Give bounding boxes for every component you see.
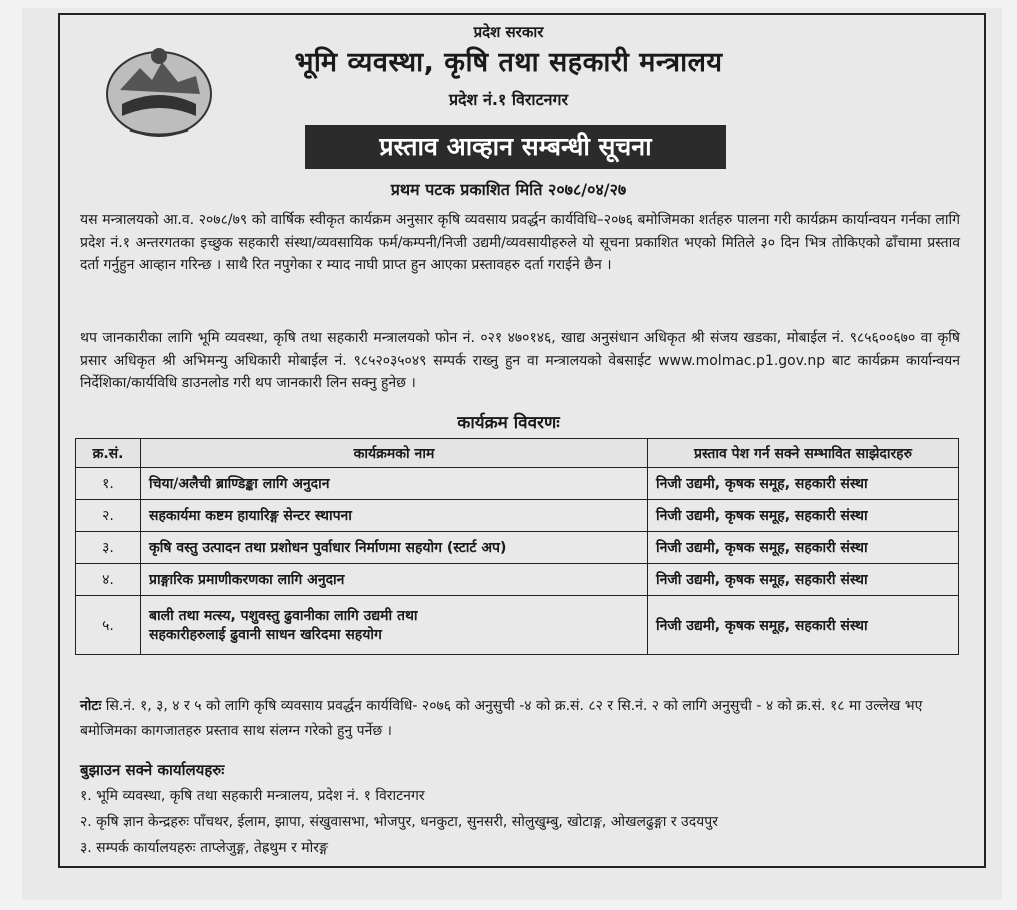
contact-paragraph: थप जानकारीका लागि भूमि व्यवस्था, कृषि तथा सहकारी मन्त्रालयको फोन नं. ०२१ ४७०१४६, खाद्य अनुसंधान अधिकृत श्री संजय खडका, मोबाईल नं. ९८५६००६७० वा कृषि प्रसार अधिकृत श्री अभिमन्यु अधिकारी मोबाईल नं. ९८५२०३५०४९ सम्पर्क राख्नु हुन वा मन्त्रालयको वेबसाईट www.molmac.p1.gov.np बाट कार्यक्रम कार्यान्वयन निर्देशिका/कार्यविधि डाउनलोड गरी थप जानकारी लिन सक्नु हुनेछ ।	[80, 330, 960, 391]
office-item: २. कृषि ज्ञान केन्द्रहरुः पाँचथर, ईलाम, झापा, संखुवासभा, भोजपुर, धनकुटा, सुनसरी, सोलुखुम्बु, खोटाङ्ग, ओखलढुङ्गा र उदयपुर	[80, 814, 718, 830]
offices-title: बुझाउन सक्ने कार्यालयहरुः	[80, 761, 225, 779]
published-date: प्रथम पटक प्रकाशित मिति २०७८/०४/२७	[390, 180, 627, 199]
office-item: १. भूमि व्यवस्था, कृषि तथा सहकारी मन्त्रालय, प्रदेश नं. १ विराटनगर	[80, 788, 425, 804]
ministry-name: भूमि व्यवस्था, कृषि तथा सहकारी मन्त्रालय	[294, 47, 723, 78]
location: प्रदेश नं.१ विराटनगर	[448, 90, 569, 109]
note-block	[80, 694, 960, 744]
table-row	[76, 564, 959, 596]
row-sn: ५.	[76, 596, 141, 655]
program-name-line-1: बाली तथा मत्स्य, पशुवस्तु ढुवानीका लागि उद्यमी तथा	[149, 608, 418, 624]
program-table	[75, 438, 959, 655]
column-header-partners: प्रस्ताव पेश गर्न सक्ने सम्भावित साझेदारहरु	[648, 439, 959, 468]
row-program-name: प्राङ्गारिक प्रमाणीकरणका लागि अनुदान	[141, 564, 648, 596]
row-partners: निजी उद्यमी, कृषक समूह, सहकारी संस्था	[648, 500, 959, 532]
row-sn: २.	[76, 500, 141, 532]
column-header-sn: क्र.सं.	[76, 439, 141, 468]
row-partners: निजी उद्यमी, कृषक समूह, सहकारी संस्था	[648, 468, 959, 500]
office-item: ३. सम्पर्क कार्यालयहरुः ताप्लेजुङ्ग, तेह्रथुम र मोरङ्ग	[80, 840, 328, 856]
note-text: सि.नं. १, ३, ४ र ५ को लागि कृषि व्यवसाय प्रवर्द्धन कार्यविधि- २०७६ को अनुसुची -४ को क्र.सं. ८२ र सि.नं. २ को लागि अनुसुची - ४ को क्र.सं. १८ मा उल्लेख भए बमोजिमका कागजातहरु प्रस्ताव साथ संलग्न गरेको हुनु पर्नेछ ।	[80, 698, 923, 739]
row-sn: ४.	[76, 564, 141, 596]
table-row	[76, 532, 959, 564]
row-sn: ३.	[76, 532, 141, 564]
notice-paragraph-1: यस मन्त्रालयको आ.व. २०७८/७९ को वार्षिक स्वीकृत कार्यक्रम अनुसार कृषि व्यवसाय प्रवर्द्धन कार्यविधि–२०७६ बमोजिमका शर्तहरु पालना गरी कार्यक्रम कार्यान्वयन गर्नका लागि प्रदेश नं.१ अन्तरगतका इच्छुक सहकारी संस्था/व्यवसायिक फर्म/कम्पनी/निजी उद्यमी/व्यवसायीहरुले यो सूचना प्रकाशित भएको मितिले ३० दिन भित्र तोकिएको ढाँचामा प्रस्ताव दर्ता गर्नुहुन आव्हान गरिन्छ । साथै रित नपुगेका र म्याद नाघी प्राप्त हुन आएका प्रस्तावहरु दर्ता गराईने छैन ।	[80, 212, 960, 273]
row-sn: १.	[76, 468, 141, 500]
row-program-name: चिया/अलैची ब्राण्डिङ्का लागि अनुदान	[141, 468, 648, 500]
row-program-name: कृषि वस्तु उत्पादन तथा प्रशोधन पुर्वाधार निर्माणमा सहयोग (स्टार्ट अप)	[141, 532, 648, 564]
table-row	[76, 500, 959, 532]
notice-title-banner: प्रस्ताव आव्हान सम्बन्धी सूचना	[305, 125, 726, 169]
row-partners: निजी उद्यमी, कृषक समूह, सहकारी संस्था	[648, 532, 959, 564]
row-partners: निजी उद्यमी, कृषक समूह, सहकारी संस्था	[648, 596, 959, 655]
row-program-name	[141, 596, 648, 655]
row-partners: निजी उद्यमी, कृषक समूह, सहकारी संस्था	[648, 564, 959, 596]
table-row	[76, 468, 959, 500]
provincial-government: प्रदेश सरकार	[473, 23, 544, 41]
row-program-name: सहकार्यमा कष्टम हायारिङ्ग सेन्टर स्थापना	[141, 500, 648, 532]
table-header-row	[76, 439, 959, 468]
table-row	[76, 596, 959, 655]
program-section-title: कार्यक्रम विवरणः	[457, 413, 560, 433]
note-label: नोटः	[80, 698, 102, 714]
column-header-program: कार्यक्रमको नाम	[141, 439, 648, 468]
program-name-line-2: सहकारीहरुलाई ढुवानी साधन खरिदमा सहयोग	[149, 627, 382, 643]
